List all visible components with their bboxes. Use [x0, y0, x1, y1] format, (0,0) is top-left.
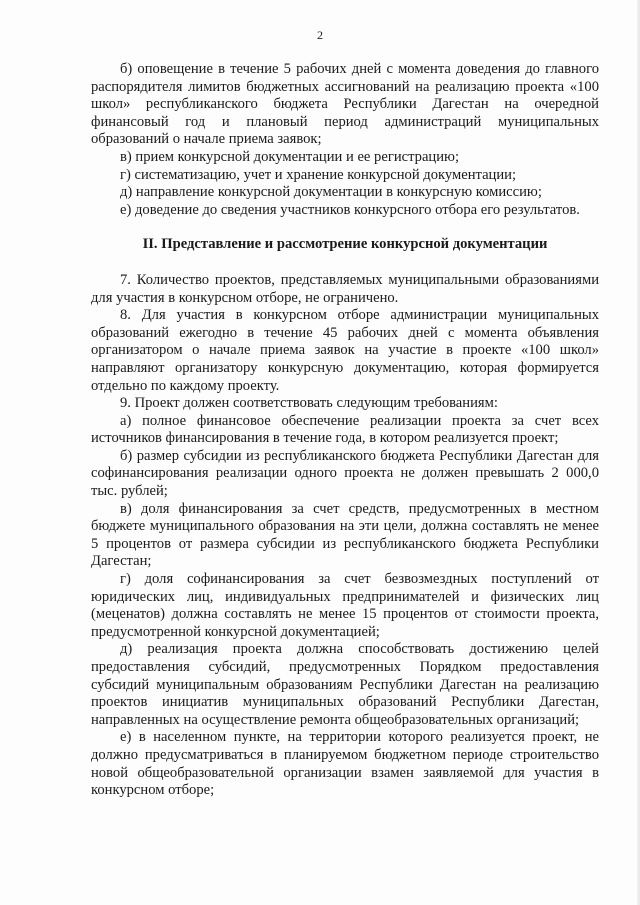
- paragraph-8: 8. Для участия в конкурсном отборе администрации муниципальных образований ежегодно в течение 45 рабочих дней с момента объявления организатором о начале приема заявок на участие в проекте «100 школ» направляют организатору конкурсную документацию, которая формируется отдельно по каждому проекту.: [91, 307, 599, 394]
- paragraph-e-results: е) доведение до сведения участников конкурсного отбора его результатов.: [120, 201, 580, 218]
- requirement-e: е) в населенном пункте, на территории которого реализуется проект, не должно предусматриваться в планируемом бюджетном периоде строительство новой общеобразовательной организации взамен заявляемой для участия в конкурсном отборе;: [91, 729, 599, 799]
- page-number: 2: [317, 28, 323, 42]
- paragraph-d-forwarding: д) направление конкурсной документации в конкурсную комиссию;: [120, 184, 542, 201]
- requirement-v: в) доля финансирования за счет средств, предусмотренных в местном бюджете муниципального образования на эти цели, должна составлять не менее 5 процентов от размера субсидии из республиканского бюджета Республики Дагестан;: [91, 500, 599, 570]
- paragraph-9: 9. Проект должен соответствовать следующим требованиям:: [120, 395, 498, 412]
- paragraph-v-reception: в) прием конкурсной документации и ее регистрацию;: [120, 148, 460, 165]
- document-body: [91, 61, 599, 800]
- requirement-a: а) полное финансовое обеспечение реализации проекта за счет всех источников финансирования в течение года, в котором реализуется проект;: [91, 412, 599, 447]
- paragraph-b-notification: б) оповещение в течение 5 рабочих дней с момента доведения до главного распорядителя лимитов бюджетных ассигнований на реализацию проекта «100 школ» республиканского бюджета Республики Дагестан на очередной финансовый год и плановый период администраций муниципальных образований о начале приема заявок;: [91, 61, 599, 148]
- requirement-g: г) доля софинансирования за счет безвозмездных поступлений от юридических лиц, индивидуальных предпринимателей и физических лиц (меценатов) должна составлять не менее 15 процентов от стоимости проекта, предусмотренной конкурсной документацией;: [91, 571, 599, 640]
- paragraph-7: 7. Количество проектов, представляемых муниципальными образованиями для участия в конкурсном отборе, не ограничено.: [91, 271, 599, 306]
- paragraph-g-systematization: г) систематизацию, учет и хранение конкурсной документации;: [120, 166, 517, 183]
- section-heading: II. Представление и рассмотрение конкурсной документации: [142, 236, 548, 253]
- requirement-b: б) размер субсидии из республиканского бюджета Республики Дагестан для софинансирования реализации одного проекта не должен превышать 2 000,0 тыс. рублей;: [91, 447, 599, 500]
- requirement-d: д) реализация проекта должна способствовать достижению целей предоставления субсидий, предусмотренных Порядком предоставления субсидий муниципальным образованиям Республики Дагестан на реализацию проектов инициатив муниципальных образований Республики Дагестан, направленных на осуществление ремонта общеобразовательных организаций;: [91, 641, 599, 728]
